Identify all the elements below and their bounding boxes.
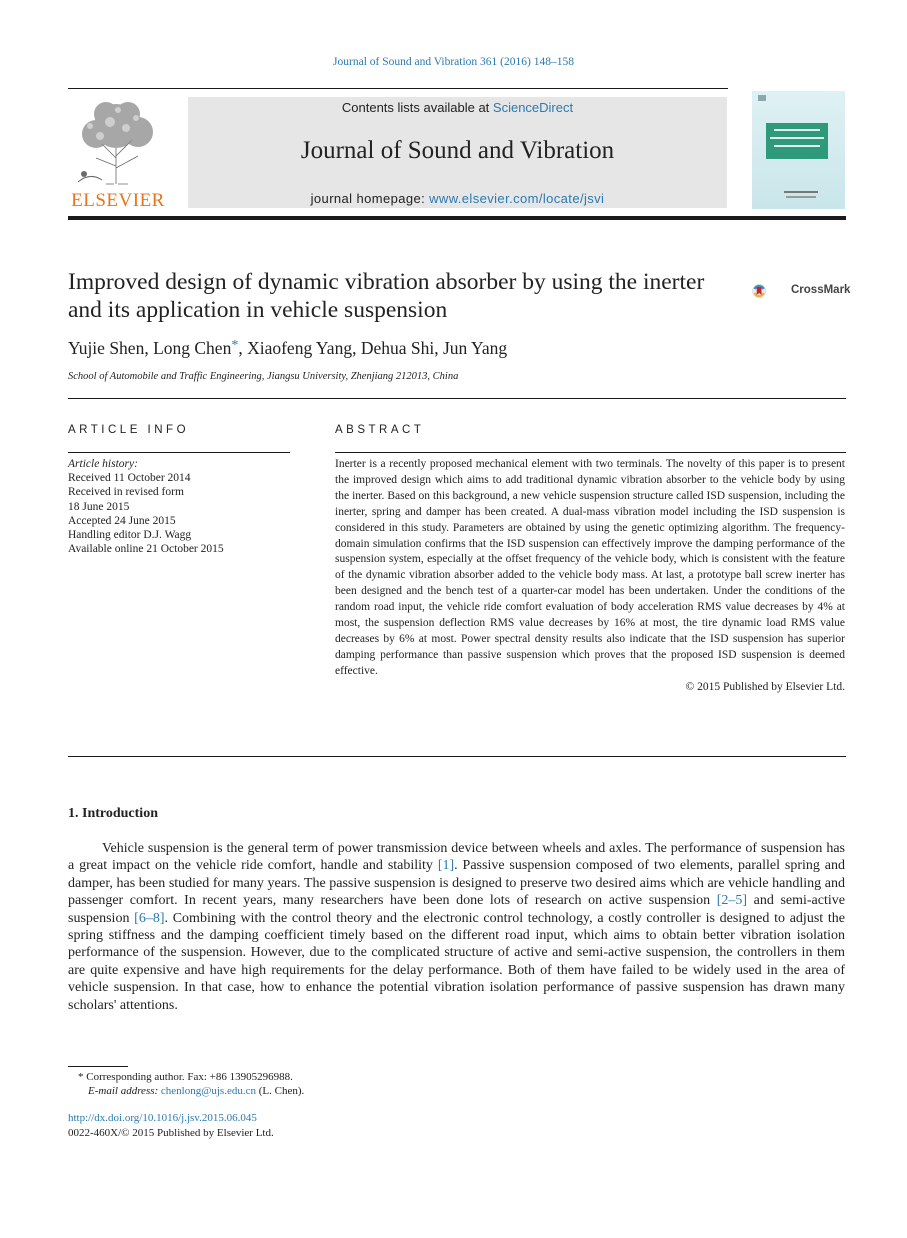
citation-link[interactable]: [6–8] <box>134 910 165 926</box>
abstract-copyright: © 2015 Published by Elsevier Ltd. <box>685 680 845 693</box>
journal-citation[interactable]: Journal of Sound and Vibration 361 (2016) 148–158 <box>333 56 574 68</box>
authors-first: Yujie Shen, Long Chen <box>68 338 232 358</box>
email-label: E-mail address: <box>88 1085 161 1097</box>
author-list <box>68 338 507 359</box>
article-info-heading: ARTICLE INFO <box>68 424 190 436</box>
homepage-link[interactable]: www.elsevier.com/locate/jsvi <box>429 191 605 206</box>
authors-rest: , Xiaofeng Yang, Dehua Shi, Jun Yang <box>238 338 508 358</box>
sciencedirect-link[interactable]: ScienceDirect <box>492 100 574 115</box>
masthead-rule <box>68 216 846 220</box>
section-heading-introduction: 1. Introduction <box>68 806 158 821</box>
email-footnote <box>88 1085 304 1097</box>
journal-homepage <box>188 191 727 206</box>
homepage-prefix: journal homepage: <box>310 191 430 206</box>
history-item: 18 June 2015 <box>68 500 130 513</box>
corresponding-author-mark[interactable]: * <box>231 338 239 353</box>
corresponding-author-footnote: * Corresponding author. Fax: +86 13905296988. <box>78 1071 293 1083</box>
divider-top <box>68 398 846 399</box>
introduction-paragraph <box>68 840 845 1014</box>
publisher-name: ELSEVIER <box>71 190 165 211</box>
journal-cover-thumbnail[interactable] <box>752 91 845 209</box>
history-label: Article history: <box>68 458 138 470</box>
abstract-heading: ABSTRACT <box>335 424 425 436</box>
intro-text: and semi-active suspension <box>68 893 845 926</box>
journal-banner <box>188 97 727 208</box>
article-info-rule <box>68 452 290 453</box>
abstract-body <box>335 457 845 696</box>
paper-title: Improved design of dynamic vibration absorber by using the inerter and its application in vehicle suspension <box>68 269 705 323</box>
affiliation: School of Automobile and Traffic Engineering, Jiangsu University, Zhenjiang 212013, China <box>68 371 459 382</box>
email-link[interactable]: chenlong@ujs.edu.cn <box>160 1085 256 1097</box>
masthead-top-line <box>68 88 728 89</box>
intro-text: . Combining with the control theory and the electronic control technology, a costly controller is designed to adjust the spring stiffness and the damping coefficient timely based on the different road input, which aims to obtain better vibration isolation performance of the suspension. However, due to the complicated structure of active and semi-active suspension, the controllers in them are quite expensive and have high requirements for the delay performance. Both of them have failed to be widely used in the area of vehicle suspension. In that case, how to enhance the potential vibration isolation performance of passive suspension has drawn many scholars' attentions. <box>68 910 845 1013</box>
citation-link[interactable]: [1] <box>437 858 455 874</box>
doi-link[interactable]: http://dx.doi.org/10.1016/j.jsv.2015.06.045 <box>68 1112 257 1124</box>
history-item: Received in revised form <box>68 486 184 499</box>
history-item: Handling editor D.J. Wagg <box>68 529 192 542</box>
abstract-rule <box>335 452 846 453</box>
history-item: Received 11 October 2014 <box>68 472 191 485</box>
contents-prefix: Contents lists available at <box>341 100 493 115</box>
citation-link[interactable]: [2–5] <box>716 893 748 909</box>
email-suffix: (L. Chen). <box>255 1085 305 1097</box>
crossmark-label[interactable]: CrossMark <box>791 284 851 296</box>
contents-line <box>188 100 727 115</box>
history-item: Accepted 24 June 2015 <box>68 514 176 527</box>
history-item: Available online 21 October 2015 <box>68 543 224 556</box>
intro-text: . Passive suspension composed of two elements, parallel spring and damper, has been studied for many years. The passive suspension is designed to preserve two desired aims which are vehicle handling and passenger comfort. In recent years, many researchers have been done lots of research on active suspension <box>68 858 845 909</box>
crossmark-icon[interactable] <box>752 273 790 309</box>
intro-text: Vehicle suspension is the general term of power transmission device between wheels and axles. The performance of suspension has a great impact on the vehicle ride comfort, handle and stability <box>68 841 845 874</box>
divider-bottom <box>68 756 846 757</box>
abstract-text: Inerter is a recently proposed mechanical element with two terminals. The novelty of this paper is to present the improved design which aims to add traditional dynamic vibration absorber to the vehicle body by using the inerter. Based on this background, a new vehicle suspension structure called ISD suspension, including the inerter, spring and damper has been created. A dual-mass vibration model including the ISD suspension is considered in this study. Parameters are obtained by using the genetic optimizing algorithm. The frequency-domain simulation confirms that the ISD suspension can effectively improve the damping performance of the suspension system, especially at the offset frequency of the vehicle body, which is consistent with the feature of the dynamic vibration absorber added to the vehicle body mass. At last, a prototype ball screw inerter has been designed and the bench test of a quarter-car model has been undertaken. Under the conditions of the random road input, the vehicle ride comfort evaluation of body acceleration RMS value decreases by 4% at most, the suspension deflection RMS value decreases by 16% at most, the tire dynamic load RMS value decreases by 6% at most. Power spectral density results also indicate that the ISD suspension has superior damping performance than passive suspension which proves that the proposed ISD suspension is deemed effective. <box>335 458 845 677</box>
footnote-rule <box>68 1066 128 1067</box>
issn-line: 0022-460X/© 2015 Published by Elsevier Ltd. <box>68 1127 274 1139</box>
article-history <box>68 457 288 556</box>
journal-title: Journal of Sound and Vibration <box>300 137 615 164</box>
